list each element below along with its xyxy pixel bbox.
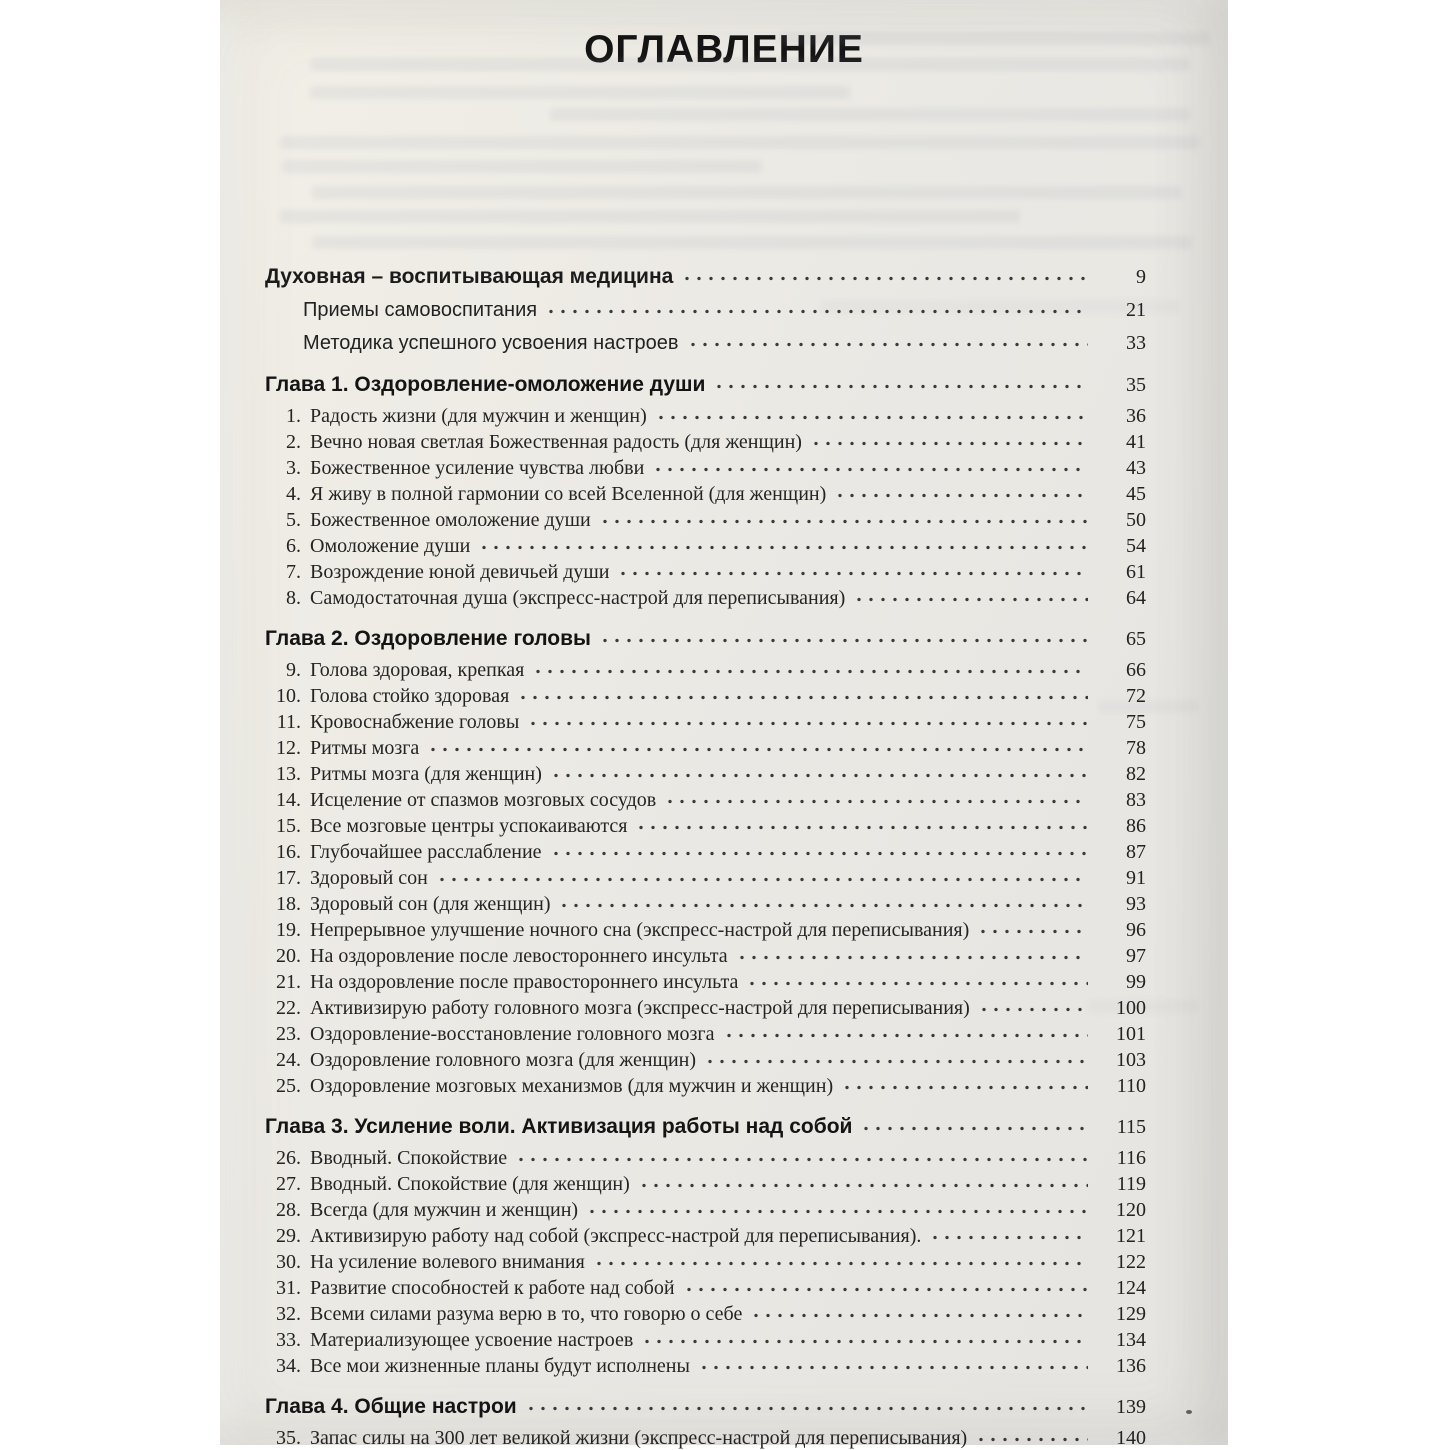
toc-entry-number: 33.: [276, 1329, 301, 1351]
toc-entry: [265, 838, 1146, 864]
toc-entry-label: Всегда (для мужчин и женщин): [310, 1199, 579, 1221]
dot-leader: [550, 760, 1088, 780]
page-number: 136: [1116, 1355, 1146, 1377]
dot-leader: [527, 708, 1088, 728]
toc-entry: [265, 480, 1146, 506]
toc-entry: [265, 1352, 1146, 1378]
dot-leader: [704, 1046, 1088, 1066]
toc-entry-label: Оздоровление головного мозга (для женщин): [310, 1049, 697, 1071]
toc-entry: [265, 584, 1146, 610]
dot-leader: [683, 1274, 1088, 1294]
toc-entry: [265, 532, 1146, 558]
toc-entry-label: Оздоровление-восстановление головного мозга: [310, 1023, 715, 1045]
toc-entry: [265, 1222, 1146, 1248]
dot-leader: [617, 558, 1088, 578]
dot-leader: [586, 1196, 1088, 1216]
chapter-heading-label: Глава 1. Оздоровление-омоложение души: [265, 373, 706, 396]
toc-entry: [265, 1248, 1146, 1274]
page-number: 75: [1126, 711, 1146, 733]
page-number: 21: [1126, 299, 1146, 321]
toc-entry-number: 6.: [286, 535, 301, 557]
toc-entry-label: Методика успешного усвоения настроев: [303, 332, 679, 354]
toc-entry: [265, 864, 1146, 890]
chapter-heading: [265, 1112, 1146, 1140]
toc-entry-label: Все мозговые центры успокаиваются: [310, 815, 628, 837]
toc-entry: [265, 1170, 1146, 1196]
table-of-contents: [265, 262, 1146, 1450]
toc-entry-label: Ритмы мозга: [310, 737, 420, 759]
toc-entry-number: 32.: [276, 1303, 301, 1325]
page-number: 33: [1126, 332, 1146, 354]
toc-entry: [265, 1424, 1146, 1450]
toc-entry: [265, 1196, 1146, 1222]
page-number: 35: [1126, 374, 1146, 396]
toc-entry-number: 18.: [276, 893, 301, 915]
page-number: 134: [1116, 1329, 1146, 1351]
toc-entry-label: Вводный. Спокойствие (для женщин): [310, 1173, 630, 1195]
page-number: 129: [1116, 1303, 1146, 1325]
toc-entry-label: Здоровый сон: [310, 867, 428, 889]
dot-leader: [593, 1248, 1088, 1268]
toc-entry-label: Оздоровление мозговых механизмов (для мужчин и женщин): [310, 1075, 834, 1097]
toc-entry-number: 30.: [276, 1251, 301, 1273]
page-number: 140: [1116, 1427, 1146, 1449]
toc-entry-number: 28.: [276, 1199, 301, 1221]
toc-entry-label: Активизирую работу над собой (экспресс-настрой для переписывания).: [310, 1225, 922, 1247]
chapter-heading: [265, 1392, 1146, 1420]
dust-speck: [1186, 1410, 1192, 1414]
toc-entry: [303, 296, 1146, 323]
dot-leader: [436, 864, 1088, 884]
toc-entry-label: Возрождение юной девичьей души: [310, 561, 610, 583]
page-number: 119: [1116, 1173, 1146, 1195]
page-number: 103: [1116, 1049, 1146, 1071]
toc-entry-label: Божественное усиление чувства любви: [310, 457, 645, 479]
toc-entry-label: Здоровый сон (для женщин): [310, 893, 551, 915]
dot-leader: [558, 890, 1088, 910]
toc-entry-number: 11.: [276, 711, 301, 733]
toc-entry-label: На усиление волевого внимания: [310, 1251, 585, 1273]
toc-entry-number: 31.: [276, 1277, 301, 1299]
chapter-heading-label: Глава 2. Оздоровление головы: [265, 627, 591, 650]
toc-entry: [265, 734, 1146, 760]
toc-entry-number: 22.: [276, 997, 301, 1019]
toc-entry-label: Исцеление от спазмов мозговых сосудов: [310, 789, 657, 811]
dot-leader: [713, 370, 1088, 391]
toc-entry: [265, 968, 1146, 994]
toc-entry-label: Голова стойко здоровая: [310, 685, 510, 707]
toc-entry-label: Вечно новая светлая Божественная радость (для женщин): [310, 431, 802, 453]
page-number: 83: [1126, 789, 1146, 811]
toc-entry-label: Радость жизни (для мужчин и женщин): [310, 405, 647, 427]
toc-entry-number: 20.: [276, 945, 301, 967]
dot-leader: [834, 480, 1088, 500]
toc-entry-label: Я живу в полной гармонии со всей Вселенной (для женщин): [310, 483, 827, 505]
toc-entry-number: 1.: [286, 405, 301, 427]
page-number: 100: [1116, 997, 1146, 1019]
dot-leader: [635, 812, 1088, 832]
toc-entry-number: 21.: [276, 971, 301, 993]
toc-entry-number: 29.: [276, 1225, 301, 1247]
toc-entry-label: Духовная – воспитывающая медицина: [265, 265, 674, 288]
dot-leader: [427, 734, 1088, 754]
toc-entry-number: 14.: [276, 789, 301, 811]
page-number: 41: [1126, 431, 1146, 453]
toc-entry: [265, 890, 1146, 916]
toc-entry-number: 4.: [286, 483, 301, 505]
dot-leader: [681, 262, 1088, 283]
page-number: 66: [1126, 659, 1146, 681]
page-number: 61: [1126, 561, 1146, 583]
page-number: 91: [1126, 867, 1146, 889]
toc-entry: [265, 760, 1146, 786]
toc-entry-number: 16.: [276, 841, 301, 863]
dot-leader: [810, 428, 1088, 448]
toc-entry-label: Запас силы на 300 лет великой жизни (экспресс-настрой для переписывания): [310, 1427, 968, 1449]
toc-entry-number: 15.: [276, 815, 301, 837]
toc-entry-label: На оздоровление после левостороннего инсульта: [310, 945, 728, 967]
chapter-heading: [265, 624, 1146, 652]
toc-entry-number: 7.: [286, 561, 301, 583]
page-number: 110: [1116, 1075, 1146, 1097]
toc-entry-label: Непрерывное улучшение ночного сна (экспресс-настрой для переписывания): [310, 919, 970, 941]
page-number: 115: [1116, 1116, 1146, 1138]
dot-leader: [652, 454, 1088, 474]
toc-entry: [265, 786, 1146, 812]
page-number: 96: [1126, 919, 1146, 941]
dot-leader: [736, 942, 1088, 962]
page-number: 124: [1116, 1277, 1146, 1299]
dot-leader: [978, 994, 1088, 1014]
toc-entry: [265, 942, 1146, 968]
toc-entry-number: 24.: [276, 1049, 301, 1071]
dot-leader: [641, 1326, 1088, 1346]
toc-entry-label: Вводный. Спокойствие: [310, 1147, 508, 1169]
toc-entry-number: 2.: [286, 431, 301, 453]
page-number: 78: [1126, 737, 1146, 759]
toc-entry: [265, 558, 1146, 584]
toc-entry-label: Самодостаточная душа (экспресс-настрой для переписывания): [310, 587, 846, 609]
dot-leader: [664, 786, 1088, 806]
toc-entry: [265, 262, 1146, 290]
dot-leader: [478, 532, 1088, 552]
page-number: 139: [1116, 1396, 1146, 1418]
toc-entry-number: 35.: [276, 1427, 301, 1449]
dot-leader: [599, 506, 1088, 526]
page-number: 65: [1126, 628, 1146, 650]
toc-entry-number: 10.: [276, 685, 301, 707]
dot-leader: [853, 584, 1088, 604]
page-number: 101: [1116, 1023, 1146, 1045]
toc-entry: [265, 1020, 1146, 1046]
page-number: 116: [1116, 1147, 1146, 1169]
toc-entry-label: На оздоровление после правостороннего инсульта: [310, 971, 739, 993]
toc-entry-number: 9.: [286, 659, 301, 681]
dot-leader: [687, 329, 1089, 349]
dot-leader: [860, 1112, 1088, 1133]
toc-entry: [265, 916, 1146, 942]
dot-leader: [655, 402, 1088, 422]
toc-entry-number: 17.: [276, 867, 301, 889]
dot-leader: [638, 1170, 1088, 1190]
dot-leader: [698, 1352, 1088, 1372]
dot-leader: [532, 656, 1088, 676]
dot-leader: [599, 624, 1088, 645]
toc-entry-number: 26.: [276, 1147, 301, 1169]
page-number: 120: [1116, 1199, 1146, 1221]
dot-leader: [517, 682, 1088, 702]
chapter-heading-label: Глава 3. Усиление воли. Активизация работы над собой: [265, 1115, 853, 1138]
toc-entry: [265, 656, 1146, 682]
toc-entry: [265, 506, 1146, 532]
toc-entry-label: Развитие способностей к работе над собой: [310, 1277, 675, 1299]
toc-entry-label: Кровоснабжение головы: [310, 711, 520, 733]
dot-leader: [723, 1020, 1089, 1040]
page-number: 64: [1126, 587, 1146, 609]
book-page: [220, 0, 1228, 1449]
toc-entry-label: Омоложение души: [310, 535, 471, 557]
page-number: 36: [1126, 405, 1146, 427]
page-number: 9: [1136, 266, 1146, 288]
toc-entry: [265, 812, 1146, 838]
page-number: 54: [1126, 535, 1146, 557]
toc-entry: [265, 1072, 1146, 1098]
toc-entry-number: 34.: [276, 1355, 301, 1377]
dot-leader: [977, 916, 1088, 936]
dot-leader: [750, 1300, 1088, 1320]
dot-leader: [550, 838, 1088, 858]
toc-entry-number: 25.: [276, 1075, 301, 1097]
toc-entry-number: 5.: [286, 509, 301, 531]
page-number: 45: [1126, 483, 1146, 505]
toc-entry-number: 8.: [286, 587, 301, 609]
toc-entry-label: Всеми силами разума верю в то, что говорю о себе: [310, 1303, 743, 1325]
page-title: ОГЛАВЛЕНИЕ: [584, 28, 864, 71]
page-number: 99: [1126, 971, 1146, 993]
toc-entry: [265, 428, 1146, 454]
toc-entry-label: Божественное омоложение души: [310, 509, 591, 531]
toc-entry: [265, 1046, 1146, 1072]
toc-entry-number: 19.: [276, 919, 301, 941]
page-number: 86: [1126, 815, 1146, 837]
toc-entry-number: 23.: [276, 1023, 301, 1045]
toc-entry-number: 13.: [276, 763, 301, 785]
page-number: 93: [1126, 893, 1146, 915]
chapter-heading-label: Глава 4. Общие настрои: [265, 1395, 517, 1418]
dot-leader: [545, 296, 1088, 316]
toc-entry-number: 27.: [276, 1173, 301, 1195]
toc-entry-label: Активизирую работу головного мозга (экспресс-настрой для переписывания): [310, 997, 970, 1019]
page-number: 122: [1116, 1251, 1146, 1273]
page-number: 43: [1126, 457, 1146, 479]
toc-entry: [303, 329, 1146, 356]
page-number: 50: [1126, 509, 1146, 531]
toc-entry: [265, 402, 1146, 428]
dot-leader: [515, 1144, 1088, 1164]
toc-entry: [265, 1274, 1146, 1300]
dot-leader: [929, 1222, 1088, 1242]
page-number: 121: [1116, 1225, 1146, 1247]
toc-entry: [265, 1144, 1146, 1170]
toc-entry-label: Ритмы мозга (для женщин): [310, 763, 542, 785]
toc-entry: [265, 1326, 1146, 1352]
toc-entry: [265, 454, 1146, 480]
dot-leader: [975, 1424, 1088, 1444]
dot-leader: [746, 968, 1088, 988]
toc-entry: [265, 682, 1146, 708]
toc-entry-label: Приемы самовоспитания: [303, 299, 538, 321]
toc-entry-label: Все мои жизненные планы будут исполнены: [310, 1355, 690, 1377]
toc-entry-label: Глубочайшее расслабление: [310, 841, 542, 863]
toc-entry: [265, 994, 1146, 1020]
page-number: 82: [1126, 763, 1146, 785]
toc-entry-number: 12.: [276, 737, 301, 759]
toc-entry-label: Материализующее усвоение настроев: [310, 1329, 634, 1351]
toc-entry-number: 3.: [286, 457, 301, 479]
dot-leader: [525, 1392, 1088, 1413]
page-number: 72: [1126, 685, 1146, 707]
page-number: 87: [1126, 841, 1146, 863]
toc-entry: [265, 708, 1146, 734]
toc-entry: [265, 1300, 1146, 1326]
page-number: 97: [1126, 945, 1146, 967]
toc-entry-label: Голова здоровая, крепкая: [310, 659, 525, 681]
dot-leader: [841, 1072, 1088, 1092]
chapter-heading: [265, 370, 1146, 398]
